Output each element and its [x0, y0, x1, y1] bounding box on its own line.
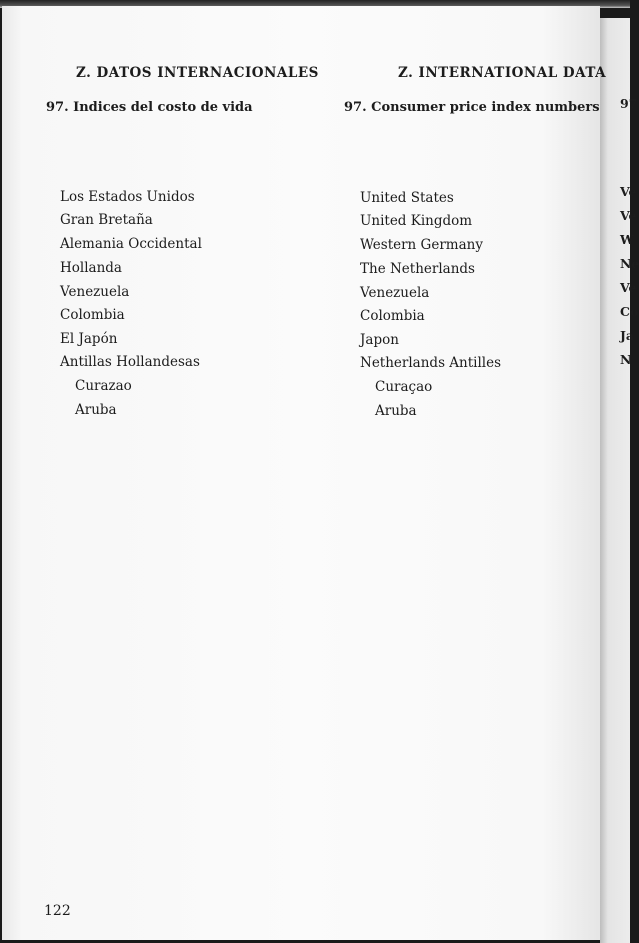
country-item: Los Estados Unidos	[60, 189, 195, 205]
next-page-fragment: N	[620, 352, 632, 367]
next-page-fragment: 97	[620, 96, 638, 111]
table-title-en: 97. Consumer price index numbers	[344, 100, 600, 115]
country-item: Hollanda	[60, 260, 122, 276]
country-item: Curaçao	[375, 379, 433, 395]
next-page-fragment: Ve	[620, 184, 637, 199]
country-item: Venezuela	[360, 285, 430, 301]
next-page-fragment: Ja	[620, 328, 635, 343]
next-page-fragment: Ne	[620, 256, 639, 271]
country-item: United States	[360, 190, 454, 206]
table-title-es: 97. Indices del costo de vida	[46, 100, 253, 115]
country-item: Curazao	[75, 378, 132, 394]
country-item: Venezuela	[60, 284, 130, 300]
country-item: Alemania Occidental	[60, 236, 202, 252]
next-page-fragment: Ve	[620, 280, 637, 295]
country-item: Netherlands Antilles	[360, 355, 502, 371]
page-number: 122	[44, 903, 71, 919]
country-item: Colombia	[60, 307, 125, 323]
section-heading-en: Z. INTERNATIONAL DATA	[398, 65, 607, 81]
next-page-fragment: Co	[620, 304, 639, 319]
next-page-edge	[600, 18, 638, 943]
section-heading-es: Z. DATOS INTERNACIONALES	[76, 65, 319, 81]
country-item: Aruba	[375, 403, 417, 419]
country-item: Western Germany	[360, 237, 483, 253]
country-item: United Kingdom	[360, 213, 473, 229]
country-item: Gran Bretaña	[60, 212, 153, 228]
document-page	[2, 6, 600, 940]
next-page-fragment: Ve	[620, 208, 637, 223]
country-item: The Netherlands	[360, 261, 475, 277]
country-item: Colombia	[360, 308, 425, 324]
country-item: Aruba	[75, 402, 117, 418]
country-item: Antillas Hollandesas	[60, 354, 200, 370]
country-item: El Japón	[60, 331, 118, 347]
country-item: Japon	[360, 332, 399, 348]
next-page-fragment: W	[620, 232, 635, 247]
